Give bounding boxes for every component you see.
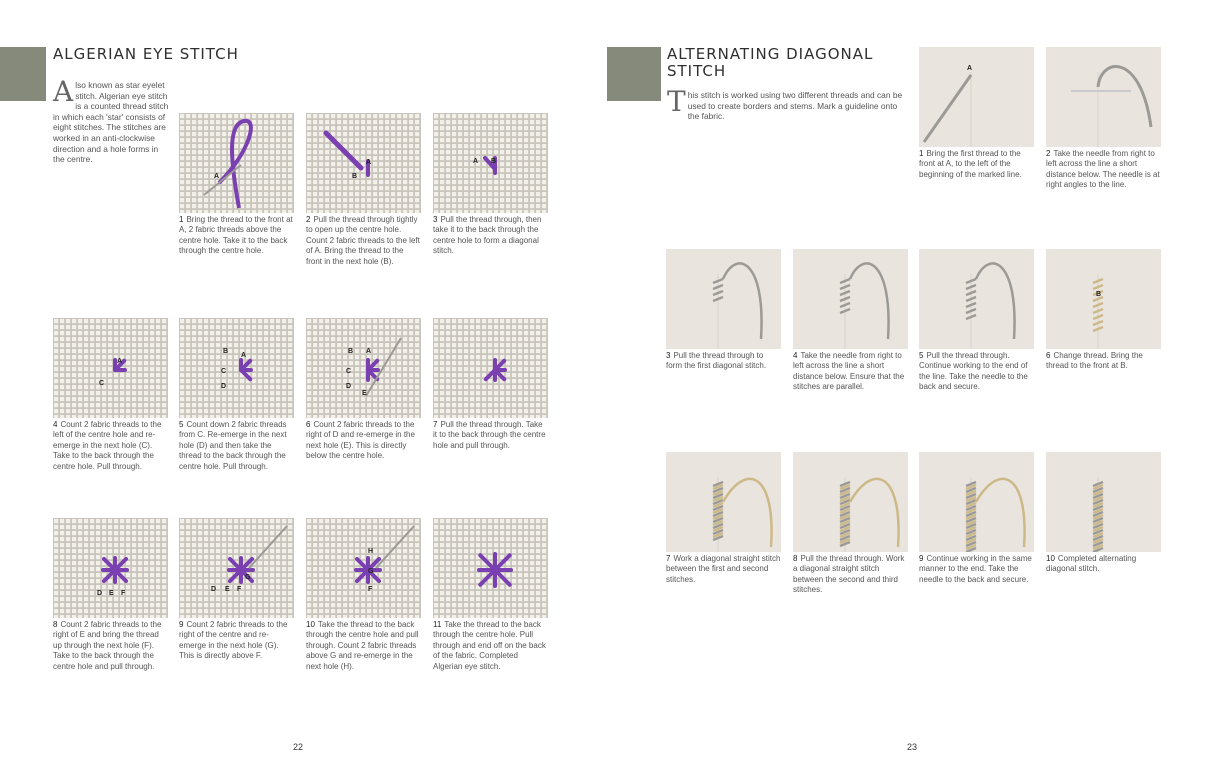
step-text: Pull the thread through. Continue working to the end of the line. Take the needle to the back and secure. xyxy=(919,351,1028,392)
step-caption xyxy=(179,420,294,472)
left-step-5 xyxy=(179,318,294,472)
title-color-block-right xyxy=(607,47,661,101)
left-step-photo xyxy=(433,518,548,618)
page-title-right-line2: STITCH xyxy=(667,62,727,80)
stitch-illustration xyxy=(179,518,294,618)
step-text: Count 2 fabric threads to the right of the centre and re-emerge in the next hole (G). This is directly above F. xyxy=(179,620,288,661)
stitch-illustration xyxy=(919,249,1034,349)
point-label: A xyxy=(117,358,123,365)
step-number: 6 xyxy=(1046,351,1051,360)
point-label: D xyxy=(97,590,103,597)
right-step-4 xyxy=(793,249,908,393)
left-step-photo xyxy=(306,113,421,213)
stitch-illustration xyxy=(666,452,781,552)
point-label: F xyxy=(237,586,242,593)
point-label: A xyxy=(967,65,973,72)
stitch-illustration xyxy=(1046,452,1161,552)
point-label: A xyxy=(366,159,372,166)
step-text: Pull the thread through to form the first diagonal stitch. xyxy=(666,351,767,371)
step-number: 4 xyxy=(53,420,58,429)
step-text: Completed alternating diagonal stitch. xyxy=(1046,554,1137,574)
point-label: A xyxy=(214,173,220,180)
point-label: A xyxy=(241,352,247,359)
point-label: E xyxy=(362,390,367,397)
step-number: 2 xyxy=(306,215,311,224)
stitch-illustration xyxy=(433,518,548,618)
step-text: Continue working in the same manner to the end. Take the needle to the back and secure. xyxy=(919,554,1032,584)
step-caption xyxy=(433,215,548,257)
step-number: 9 xyxy=(179,620,184,629)
right-step-5 xyxy=(919,249,1034,393)
intro-text-right: his stitch is worked using two different threads and can be used to create borders and stems. Mark a guideline onto the fabric. xyxy=(687,90,903,122)
left-step-8 xyxy=(53,518,168,672)
stitch-illustration xyxy=(793,249,908,349)
left-step-photo xyxy=(306,518,421,618)
right-step-2 xyxy=(1046,47,1161,191)
step-caption xyxy=(919,149,1034,180)
left-step-photo xyxy=(433,318,548,418)
point-label: C xyxy=(221,368,227,375)
right-step-photo xyxy=(793,452,908,552)
step-text: Pull the thread through tightly to open up the centre hole. Count 2 fabric threads to the left of A. Bring the thread to the front in the next hole (B). xyxy=(306,215,420,266)
right-step-3 xyxy=(666,249,781,372)
point-label: G xyxy=(245,574,251,581)
point-label: D xyxy=(221,383,227,390)
page-number-left: 22 xyxy=(293,742,304,752)
step-text: Count 2 fabric threads to the right of E and bring the thread up through the next hole (F). Take to the back through the centre hole and pull through. xyxy=(53,620,162,671)
step-caption xyxy=(306,620,421,672)
step-caption xyxy=(306,215,421,267)
step-text: Count 2 fabric threads to the right of D and re-emerge in the next hole (E). This is directly below the centre hole. xyxy=(306,420,415,461)
step-number: 1 xyxy=(919,149,924,158)
step-number: 6 xyxy=(306,420,311,429)
right-step-8 xyxy=(793,452,908,596)
right-step-6 xyxy=(1046,249,1161,372)
page-title-right xyxy=(667,46,873,80)
step-text: Take the thread to the back through the centre hole and pull through. Count 2 fabric threads above G and re-emerge in the next hole (H). xyxy=(306,620,419,671)
right-step-photo xyxy=(919,452,1034,552)
step-caption xyxy=(666,351,781,372)
stitch-illustration xyxy=(53,318,168,418)
intro-text-left: lso known as star eyelet stitch. Algerian eye stitch is a counted thread stitch in which each 'star' consists of eight stitches. The stitches are worked in an anti-clockwise direction and a hole forms in the centre. xyxy=(53,80,169,165)
stitch-illustration xyxy=(306,113,421,213)
left-step-7 xyxy=(433,318,548,451)
step-caption xyxy=(666,554,781,585)
stitch-illustration xyxy=(666,249,781,349)
step-number: 7 xyxy=(433,420,438,429)
step-number: 1 xyxy=(179,215,184,224)
step-number: 4 xyxy=(793,351,798,360)
point-label: C xyxy=(99,380,105,387)
step-text: Count 2 fabric threads to the left of the centre hole and re-emerge in the next hole (C). Take to the back through the centre hole. Pull through. xyxy=(53,420,162,471)
right-step-photo xyxy=(1046,47,1161,147)
right-step-7 xyxy=(666,452,781,585)
step-caption xyxy=(433,420,548,451)
dropcap-right: T xyxy=(667,85,686,118)
stitch-illustration xyxy=(433,318,548,418)
right-step-photo xyxy=(793,249,908,349)
right-step-photo xyxy=(919,47,1034,147)
step-text: Work a diagonal straight stitch between the first and second stitches. xyxy=(666,554,781,584)
step-caption xyxy=(306,420,421,462)
step-caption xyxy=(53,620,168,672)
left-step-photo xyxy=(306,318,421,418)
step-number: 5 xyxy=(179,420,184,429)
step-text: Count down 2 fabric threads from C. Re-emerge in the next hole (D) and then take the thread to the back through the centre hole. Pull through. xyxy=(179,420,287,471)
left-step-photo xyxy=(53,518,168,618)
step-text: Pull the thread through. Take it to the back through the centre hole and pull through. xyxy=(433,420,546,450)
left-step-photo xyxy=(179,518,294,618)
stitch-illustration xyxy=(1046,47,1161,147)
step-text: Take the needle from right to left across the line a short distance below. The needle is at right angles to the line. xyxy=(1046,149,1160,190)
dropcap-left: A xyxy=(53,75,74,108)
step-caption xyxy=(179,215,294,257)
step-caption xyxy=(433,620,548,672)
point-label: F xyxy=(121,590,126,597)
point-label: B xyxy=(352,173,358,180)
right-step-photo xyxy=(919,249,1034,349)
step-text: Take the needle from right to left across the line a short distance below. Ensure that the stitches are parallel. xyxy=(793,351,905,392)
step-caption xyxy=(919,351,1034,393)
step-number: 7 xyxy=(666,554,671,563)
step-caption xyxy=(919,554,1034,585)
left-step-6 xyxy=(306,318,421,462)
left-step-photo xyxy=(433,113,548,213)
left-step-10 xyxy=(306,518,421,672)
point-label: B xyxy=(1096,291,1102,298)
page-title-left: ALGERIAN EYE STITCH xyxy=(53,45,239,63)
stitch-illustration xyxy=(306,318,421,418)
stitch-illustration xyxy=(1046,249,1161,349)
step-text: Bring the first thread to the front at A, to the left of the beginning of the marked line. xyxy=(919,149,1022,179)
point-label: G xyxy=(368,568,374,575)
step-number: 3 xyxy=(666,351,671,360)
point-label: B xyxy=(348,348,354,355)
left-step-3 xyxy=(433,113,548,257)
step-number: 8 xyxy=(53,620,58,629)
right-step-photo xyxy=(666,249,781,349)
stitch-illustration xyxy=(53,518,168,618)
point-label: E xyxy=(109,590,114,597)
point-label: D xyxy=(211,586,217,593)
stitch-illustration xyxy=(179,318,294,418)
step-text: Pull the thread through. Work a diagonal straight stitch between the second and third stitches. xyxy=(793,554,905,595)
intro-right xyxy=(667,85,905,122)
step-caption xyxy=(793,554,908,596)
point-label: C xyxy=(346,368,352,375)
step-text: Change thread. Bring the thread to the front at B. xyxy=(1046,351,1143,371)
page-number-right: 23 xyxy=(907,742,918,752)
intro-left xyxy=(53,75,171,165)
right-step-photo xyxy=(666,452,781,552)
step-caption xyxy=(53,420,168,472)
step-caption xyxy=(793,351,908,393)
left-step-1 xyxy=(179,113,294,257)
point-label: A xyxy=(473,158,479,165)
point-label: D xyxy=(346,383,352,390)
step-number: 9 xyxy=(919,554,924,563)
step-caption xyxy=(1046,149,1161,191)
step-number: 3 xyxy=(433,215,438,224)
step-text: Pull the thread through, then take it to the back through the centre hole to form a diagonal stitch. xyxy=(433,215,542,256)
right-step-photo xyxy=(1046,452,1161,552)
left-step-photo xyxy=(179,113,294,213)
point-label: F xyxy=(368,586,373,593)
step-number: 11 xyxy=(433,620,442,629)
step-number: 8 xyxy=(793,554,798,563)
stitch-illustration xyxy=(919,47,1034,147)
left-step-2 xyxy=(306,113,421,267)
step-text: Bring the thread to the front at A, 2 fabric threads above the centre hole. Take it to the back through the centre hole. xyxy=(179,215,293,256)
left-step-4 xyxy=(53,318,168,472)
step-number: 10 xyxy=(1046,554,1055,563)
left-step-photo xyxy=(53,318,168,418)
right-step-photo xyxy=(1046,249,1161,349)
point-label: B xyxy=(491,158,497,165)
point-label: E xyxy=(225,586,230,593)
stitch-illustration xyxy=(306,518,421,618)
step-caption xyxy=(1046,554,1161,575)
point-label: H xyxy=(368,548,374,555)
left-step-photo xyxy=(179,318,294,418)
stitch-illustration xyxy=(919,452,1034,552)
left-step-11 xyxy=(433,518,548,672)
left-step-9 xyxy=(179,518,294,662)
stitch-illustration xyxy=(793,452,908,552)
point-label: A xyxy=(366,348,372,355)
title-color-block-left xyxy=(0,47,46,101)
step-number: 10 xyxy=(306,620,315,629)
right-step-9 xyxy=(919,452,1034,585)
point-label: B xyxy=(223,348,229,355)
stitch-illustration xyxy=(179,113,294,213)
page-title-right-line1: ALTERNATING DIAGONAL xyxy=(667,45,874,63)
step-caption xyxy=(1046,351,1161,372)
step-text: Take the thread to the back through the centre hole. Pull through and end off on the back of the fabric. Completed Algerian eye stitch. xyxy=(433,620,546,671)
right-step-1 xyxy=(919,47,1034,180)
right-step-10 xyxy=(1046,452,1161,575)
step-caption xyxy=(179,620,294,662)
step-number: 5 xyxy=(919,351,924,360)
step-number: 2 xyxy=(1046,149,1051,158)
